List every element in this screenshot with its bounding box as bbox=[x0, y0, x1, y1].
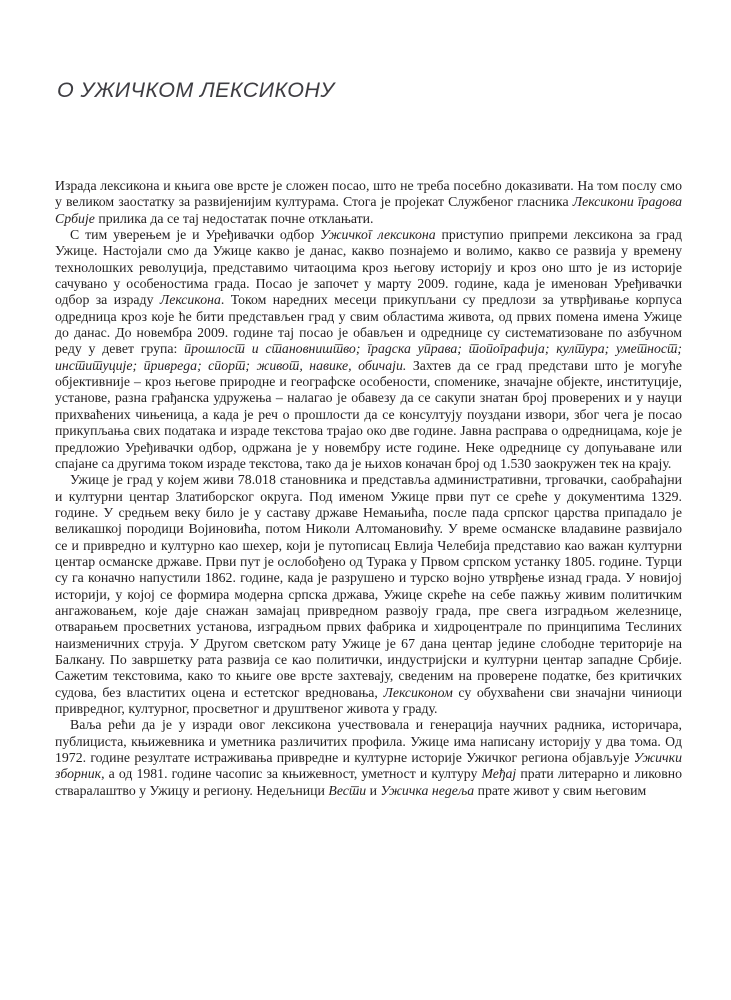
text-run: прате живот у свим његовим bbox=[474, 782, 647, 798]
paragraph bbox=[55, 472, 682, 717]
text-run: прилика да се тај недостатак почне отклањати. bbox=[94, 210, 374, 226]
text-run: и bbox=[366, 782, 381, 798]
text-run: . Током наредних месеци прикупљани су предлози за утврђивање корпуса одредница кроз које ће бити представљен град у свим областима живота, од првих помена имена Ужице до данас. До новембра 2009. године тај посао је обављен и одреднице су систематизоване по азбучном реду у девет група: bbox=[55, 292, 682, 357]
paragraph bbox=[55, 178, 682, 227]
italic-text-run: Међај bbox=[481, 766, 517, 782]
page-title: О УЖИЧКОМ ЛЕКСИКОНУ bbox=[57, 78, 335, 102]
text-run: Ужице је град у којем живи 78.018 становника и представља административни, трговачки, саобраћајни и културни центар Златиборског округа. Под именом Ужице први пут се среће у документима 1329. године. У средњем веку било је у саставу државе Немањића, после пада српског царства припадало је великашкој породици Војиновића, потом Николи Алтомановићу. У време османске владавине развијало се и привредно и културно као шехер, који је путописац Евлија Челебија представио као важан културни центар османске државе. Први пут је ослобођено од Турака у Првом српском устанку 1805. године. Турци су га коначно напустили 1862. године, када је разрушено и турско војно утврђење изнад града. У новијој историји, у којој се формира модерна српска држава, Ужице скреће на себе пажњу живим политичким ангажовањем, које даје снажан замајац привредном развоју града, пре свега изградњом железнице, отварањем просветних установа, изградњом првих фабрика и хидроцентрале по принципима Теслиних наизменичних струја. У Другом светском рату Ужице је 67 дана центар једине слободне територије на Балкану. По завршетку рата развија се као политички, индустријски и културни центар западне Србије. Сажетим текстовима, како то књиге ове врсте захтевају, сведеним на проверене податке, без критичких судова, без властитих оцена и естетског вредновања, bbox=[55, 472, 682, 700]
paragraph bbox=[55, 227, 682, 472]
italic-text-run: Ужичка недеља bbox=[380, 782, 475, 798]
italic-text-run: прошлост и становништво; градска управа; топографија; култура; уметност; институције; привреда; спорт; живот, навике, обичаји. bbox=[55, 341, 682, 373]
text-run: су обухваћени сви значајни чиниоци привредног, културног, просветног и друштвеног живота у граду. bbox=[55, 684, 682, 716]
italic-text-run: Лексикона bbox=[159, 292, 221, 308]
text-run: прати литерарно и ликовно стваралаштво у Ужицу и региону. Недељници bbox=[55, 766, 683, 798]
italic-text-run: Вести bbox=[328, 782, 367, 798]
italic-text-run: Ужичког лексикона bbox=[320, 227, 436, 243]
text-run: Захтев да се град представи што је могуће објективније – кроз његове природне и географске особености, споменике, значајне објекте, институције, установе, разна грађанска удружења – налагао је обавезу да се сакупи знатан број проверених и у науци прихваћених чињеница, а када је реч о прошлости да се консултују поуздани извори, због чега је посао прикупљања свих података и израде текстова трајао око две године. Јавна расправа о одредницама, које је предложио Уређивачки одбор, одржана је у новембру исте године. Неке одреднице су допуњаване или спајане са другима током израде текстова, тако да је њихов коначан број од 1.530 заокружен тек на крају. bbox=[55, 357, 683, 471]
italic-text-run: Лексикони градова Србије bbox=[55, 194, 682, 226]
text-run: С тим уверењем је и Уређивачки одбор bbox=[70, 227, 321, 243]
text-run: приступио припреми лексикона за град Ужице. Настојали смо да Ужице какво је данас, какво познајемо и волимо, какво се развија у времену технолошких револуција, представимо читаоцима кроз његову историју и кроз оно што је из историје сачувано у особеностима града. Посао је започет у марту 2009. године, када је именован Уређивачки одбор за израду bbox=[55, 227, 682, 308]
italic-text-run: Ужички зборник bbox=[55, 750, 682, 782]
article-body bbox=[55, 178, 682, 799]
italic-text-run: Лексиконом bbox=[383, 684, 453, 700]
text-run: Ваља рећи да је у изради овог лексикона учествовала и генерација научних радника, историчара, публициста, књижевника и уметника различитих профила. Ужице има написану историју у два тома. Од 1972. године резултате истраживања привредне и културне историје Ужичког региона објављује bbox=[55, 717, 682, 766]
paragraph bbox=[55, 717, 682, 799]
text-run: Израда лексикона и књига ове врсте је сложен посао, што не треба посебно доказивати. На том послу смо у великом заостатку за развијенијим културама. Стога је пројекат Службеног гласника bbox=[55, 178, 682, 210]
text-run: , а од 1981. године часопис за књижевност, уметност и културу bbox=[101, 766, 482, 782]
